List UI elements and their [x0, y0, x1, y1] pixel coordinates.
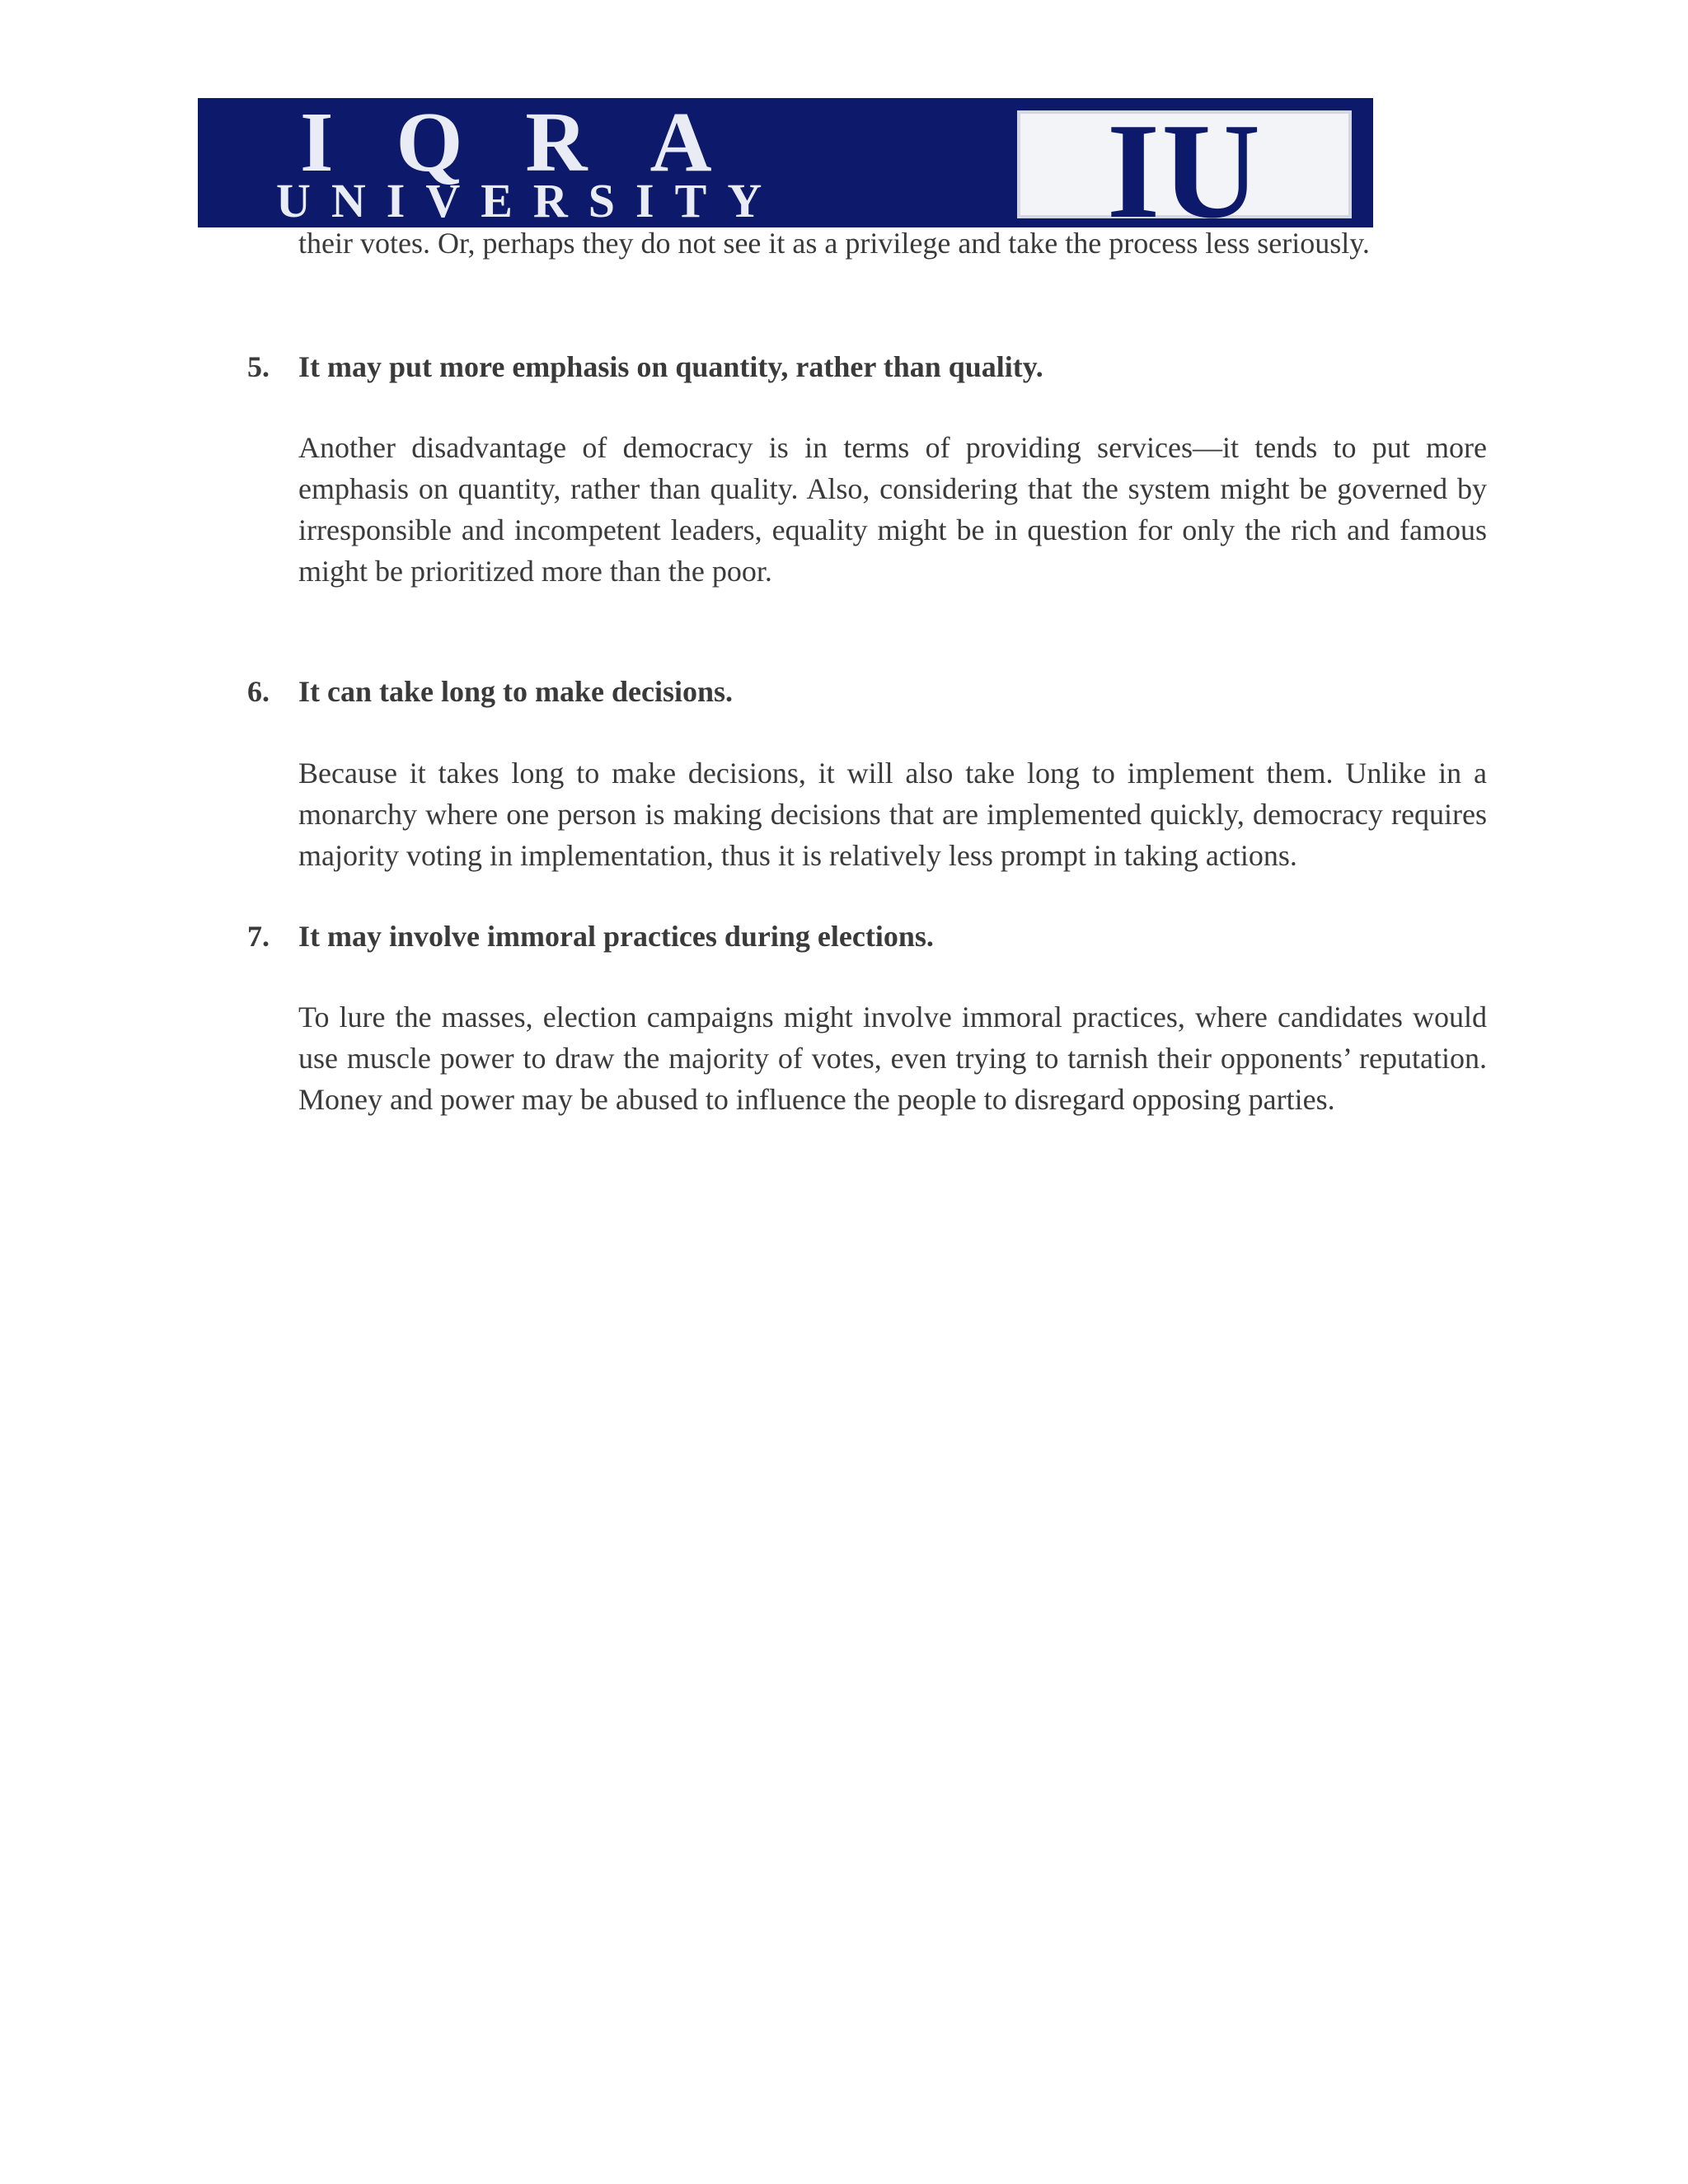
logo-wordmark-iqra: IQRA: [300, 98, 775, 190]
item-heading-text: It may put more emphasis on quantity, rather than quality.: [298, 350, 1043, 383]
item-number: 7.: [247, 920, 270, 953]
university-logo-banner: [198, 98, 1373, 227]
item-body-7: To lure the masses, election campaigns might involve immoral practices, where candidates would use muscle power to draw the majority of votes, even trying to tarnish their opponents’ reputation. Money and power may be abused to influence the people to disregard opposing parties.: [298, 1001, 1487, 1116]
item-heading-5: [247, 346, 1487, 387]
continuation-paragraph: their votes. Or, perhaps they do not see it as a privilege and take the process less seriously.: [298, 227, 1370, 260]
item-number: 5.: [247, 350, 270, 383]
logo-monogram: [1017, 98, 1352, 227]
item-body-5: Another disadvantage of democracy is in terms of providing services—it tends to put more emphasis on quantity, rather than quality. Also, considering that the system might be governed by irresponsible and incompetent leaders, equality might be in question for only the rich and famous might be prioritized more than the poor.: [298, 431, 1487, 588]
logo-wordmark-university: UNIVERSITY: [276, 174, 783, 227]
logo-monogram-text: IU: [1106, 98, 1263, 227]
item-heading-text: It may involve immoral practices during elections.: [298, 920, 934, 953]
item-number: 6.: [247, 675, 270, 708]
item-heading-7: [247, 916, 1487, 957]
item-body-6: Because it takes long to make decisions, it will also take long to implement them. Unlike in a monarchy where one person is making decisions that are implemented quickly, democracy requires majority voting in implementation, thus it is relatively less prompt in taking actions.: [298, 757, 1487, 872]
item-heading-text: It can take long to make decisions.: [298, 675, 734, 708]
item-heading-6: [247, 671, 1487, 712]
